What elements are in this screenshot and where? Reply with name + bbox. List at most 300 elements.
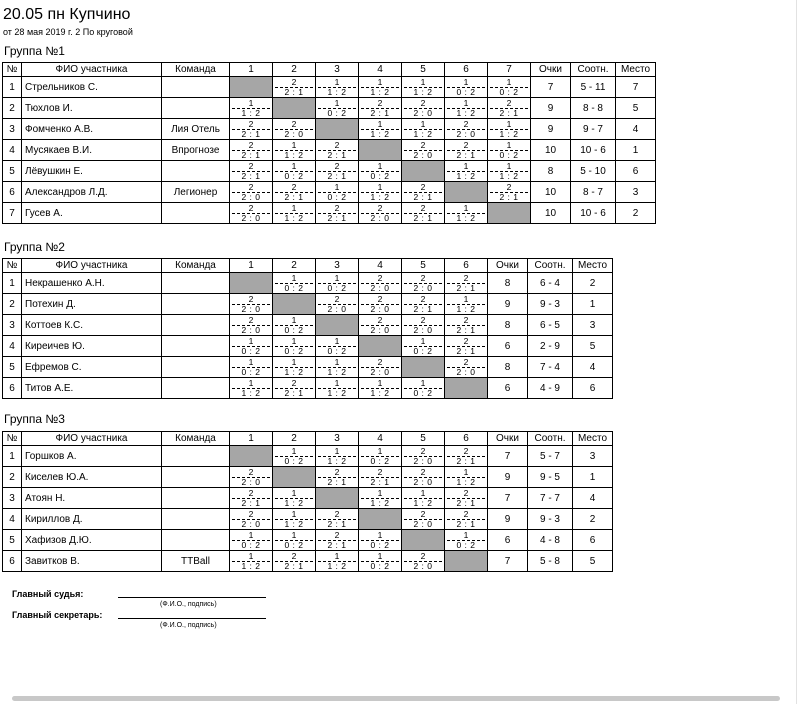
match-set-score: 2 : 1: [447, 150, 485, 160]
participant-ratio: 7 - 4: [528, 357, 573, 378]
participant-number: 2: [3, 98, 22, 119]
participant-points: 6: [488, 530, 528, 551]
match-score: [359, 273, 401, 293]
match-points: 1: [420, 77, 426, 87]
col-header-opponent: 7: [488, 63, 531, 77]
table-row: [3, 77, 656, 98]
match-set-score: 2 : 1: [232, 129, 270, 139]
match-result-cell: [230, 551, 273, 572]
match-set-score: 1 : 2: [318, 561, 356, 571]
match-points: 1: [291, 530, 297, 540]
match-score: [359, 98, 401, 118]
match-score: [230, 140, 272, 160]
match-points: 1: [291, 488, 297, 498]
col-header-num: №: [3, 259, 22, 273]
match-set-score: 0 : 2: [318, 192, 356, 202]
participant-place: 2: [573, 509, 613, 530]
match-points: 2: [334, 294, 340, 304]
match-points: 1: [377, 378, 383, 388]
match-set-score: 2 : 1: [361, 477, 399, 487]
match-set-score: 2 : 1: [490, 192, 528, 202]
match-set-score: 2 : 1: [447, 456, 485, 466]
table-row: [3, 315, 613, 336]
match-set-score: 2 : 1: [318, 519, 356, 529]
participant-number: 1: [3, 77, 22, 98]
match-result-cell: [488, 77, 531, 98]
match-result-cell: [230, 357, 273, 378]
match-score: [402, 336, 444, 356]
horizontal-scrollbar[interactable]: [12, 696, 780, 701]
self-match-cell: [273, 467, 316, 488]
match-set-score: 2 : 1: [275, 388, 313, 398]
match-result-cell: [402, 315, 445, 336]
match-score: [445, 119, 487, 139]
match-score: [316, 98, 358, 118]
match-score: [402, 182, 444, 202]
participant-team: [162, 315, 230, 336]
chief-secretary-label: Главный секретарь:: [12, 610, 103, 620]
col-header-name: ФИО участника: [22, 63, 162, 77]
match-set-score: 0 : 2: [318, 346, 356, 356]
match-result-cell: [273, 378, 316, 399]
participant-ratio: 10 - 6: [571, 140, 616, 161]
col-header-opponent: 3: [316, 259, 359, 273]
match-points: 1: [377, 119, 383, 129]
col-header-place: Место: [573, 259, 613, 273]
match-result-cell: [273, 446, 316, 467]
match-score: [316, 467, 358, 487]
match-result-cell: [316, 467, 359, 488]
match-score: [230, 315, 272, 335]
match-set-score: 2 : 1: [361, 108, 399, 118]
self-match-cell: [273, 98, 316, 119]
participant-place: 4: [573, 357, 613, 378]
match-score: [316, 446, 358, 466]
match-points: 2: [463, 336, 469, 346]
match-result-cell: [316, 551, 359, 572]
page-title: 20.05 пн Купчино: [3, 6, 131, 23]
participant-points: 7: [488, 446, 528, 467]
table-row: [3, 467, 613, 488]
match-set-score: 2 : 0: [232, 519, 270, 529]
match-set-score: 2 : 1: [447, 325, 485, 335]
participant-team: [162, 77, 230, 98]
match-result-cell: [359, 119, 402, 140]
col-header-opponent: 5: [402, 432, 445, 446]
match-result-cell: [230, 336, 273, 357]
match-score: [230, 378, 272, 398]
match-result-cell: [316, 203, 359, 224]
self-match-cell: [230, 446, 273, 467]
match-score: [316, 378, 358, 398]
match-set-score: 1 : 2: [361, 498, 399, 508]
participant-ratio: 6 - 5: [528, 315, 573, 336]
match-points: 2: [334, 140, 340, 150]
match-score: [402, 467, 444, 487]
participant-team: [162, 98, 230, 119]
match-score: [273, 378, 315, 398]
match-points: 1: [334, 77, 340, 87]
match-set-score: 2 : 1: [232, 171, 270, 181]
match-points: 2: [463, 446, 469, 456]
match-score: [230, 161, 272, 181]
match-set-score: 0 : 2: [361, 561, 399, 571]
match-points: 1: [334, 378, 340, 388]
match-points: 2: [463, 273, 469, 283]
match-points: 2: [248, 315, 254, 325]
participant-team: [162, 161, 230, 182]
participant-ratio: 4 - 8: [528, 530, 573, 551]
match-points: 1: [334, 182, 340, 192]
participant-team: [162, 509, 230, 530]
match-points: 1: [506, 161, 512, 171]
match-score: [445, 336, 487, 356]
match-set-score: 2 : 1: [447, 498, 485, 508]
chief-judge-label: Главный судья:: [12, 589, 84, 599]
self-match-cell: [488, 203, 531, 224]
match-points: 2: [463, 509, 469, 519]
match-score: [359, 182, 401, 202]
match-set-score: 1 : 2: [404, 87, 442, 97]
group-3-title: Группа №3: [4, 412, 65, 426]
match-points: 2: [248, 203, 254, 213]
self-match-cell: [316, 315, 359, 336]
match-result-cell: [445, 509, 488, 530]
match-score: [230, 357, 272, 377]
participant-ratio: 9 - 3: [528, 509, 573, 530]
participant-place: 2: [616, 203, 656, 224]
match-result-cell: [359, 467, 402, 488]
match-set-score: 2 : 0: [404, 477, 442, 487]
match-score: [316, 77, 358, 97]
match-score: [359, 119, 401, 139]
col-header-ratio: Соотн.: [528, 259, 573, 273]
table-row: [3, 203, 656, 224]
match-points: 1: [248, 357, 254, 367]
participant-ratio: 8 - 7: [571, 182, 616, 203]
match-set-score: 1 : 2: [447, 213, 485, 223]
match-result-cell: [273, 551, 316, 572]
match-result-cell: [359, 161, 402, 182]
match-set-score: 1 : 2: [232, 108, 270, 118]
match-score: [488, 161, 530, 181]
match-points: 1: [291, 446, 297, 456]
match-set-score: 2 : 1: [404, 213, 442, 223]
self-match-cell: [316, 119, 359, 140]
chief-secretary-signature-line: [118, 618, 266, 619]
participant-team: [162, 467, 230, 488]
match-points: 2: [420, 182, 426, 192]
match-score: [273, 509, 315, 529]
match-set-score: 2 : 0: [404, 283, 442, 293]
match-score: [402, 551, 444, 571]
match-set-score: 2 : 0: [447, 129, 485, 139]
match-score: [316, 530, 358, 550]
participant-place: 6: [616, 161, 656, 182]
match-result-cell: [273, 203, 316, 224]
col-header-place: Место: [573, 432, 613, 446]
match-score: [402, 509, 444, 529]
participant-points: 9: [488, 294, 528, 315]
participant-place: 1: [616, 140, 656, 161]
match-result-cell: [402, 119, 445, 140]
participant-points: 7: [531, 77, 571, 98]
match-points: 2: [248, 140, 254, 150]
participant-number: 5: [3, 357, 22, 378]
match-score: [445, 294, 487, 314]
match-result-cell: [445, 446, 488, 467]
match-result-cell: [488, 119, 531, 140]
match-score: [488, 98, 530, 118]
col-header-opponent: 5: [402, 63, 445, 77]
match-score: [316, 551, 358, 571]
match-points: 1: [377, 488, 383, 498]
participant-name: Коттоев К.С.: [22, 315, 162, 336]
match-set-score: 0 : 2: [361, 171, 399, 181]
match-set-score: 2 : 1: [447, 519, 485, 529]
match-set-score: 2 : 0: [361, 304, 399, 314]
match-score: [488, 182, 530, 202]
col-header-opponent: 5: [402, 259, 445, 273]
match-points: 1: [334, 336, 340, 346]
match-score: [445, 140, 487, 160]
participant-number: 3: [3, 119, 22, 140]
match-set-score: 2 : 0: [361, 367, 399, 377]
col-header-name: ФИО участника: [22, 432, 162, 446]
participant-points: 10: [531, 203, 571, 224]
match-result-cell: [273, 273, 316, 294]
table-row: [3, 488, 613, 509]
match-set-score: 0 : 2: [275, 456, 313, 466]
match-set-score: 0 : 2: [361, 540, 399, 550]
match-points: 2: [377, 273, 383, 283]
match-points: 2: [463, 140, 469, 150]
table-row: [3, 161, 656, 182]
match-score: [316, 294, 358, 314]
col-header-opponent: 3: [316, 63, 359, 77]
participant-team: [162, 488, 230, 509]
match-result-cell: [488, 182, 531, 203]
col-header-points: Очки: [488, 259, 528, 273]
match-set-score: 0 : 2: [275, 171, 313, 181]
match-points: 2: [420, 467, 426, 477]
group-2-table: [2, 258, 613, 399]
participant-name: Гусев А.: [22, 203, 162, 224]
match-points: 2: [248, 161, 254, 171]
col-header-team: Команда: [162, 63, 230, 77]
match-score: [230, 467, 272, 487]
match-set-score: 1 : 2: [361, 388, 399, 398]
match-score: [273, 315, 315, 335]
match-score: [273, 161, 315, 181]
match-result-cell: [316, 509, 359, 530]
match-set-score: 1 : 2: [490, 129, 528, 139]
participant-team: [162, 357, 230, 378]
match-score: [316, 161, 358, 181]
match-score: [273, 446, 315, 466]
match-result-cell: [316, 294, 359, 315]
match-result-cell: [230, 161, 273, 182]
match-result-cell: [402, 551, 445, 572]
match-result-cell: [402, 378, 445, 399]
match-score: [359, 488, 401, 508]
match-points: 1: [248, 551, 254, 561]
participant-ratio: 5 - 10: [571, 161, 616, 182]
match-result-cell: [273, 488, 316, 509]
col-header-opponent: 4: [359, 259, 402, 273]
match-points: 1: [291, 357, 297, 367]
match-points: 1: [420, 378, 426, 388]
participant-team: [162, 378, 230, 399]
match-points: 1: [463, 98, 469, 108]
self-match-cell: [445, 551, 488, 572]
participant-team: [162, 294, 230, 315]
col-header-ratio: Соотн.: [528, 432, 573, 446]
match-points: 1: [377, 182, 383, 192]
participant-number: 6: [3, 182, 22, 203]
chief-judge-caption: (Ф.И.О., подпись): [160, 601, 217, 608]
participant-number: 5: [3, 530, 22, 551]
col-header-num: №: [3, 63, 22, 77]
match-set-score: 1 : 2: [318, 367, 356, 377]
match-score: [402, 203, 444, 223]
match-score: [316, 182, 358, 202]
match-result-cell: [359, 182, 402, 203]
match-result-cell: [316, 140, 359, 161]
vertical-scrollbar-track[interactable]: [796, 0, 797, 704]
self-match-cell: [359, 140, 402, 161]
participant-points: 8: [488, 315, 528, 336]
match-set-score: 0 : 2: [275, 346, 313, 356]
match-points: 1: [248, 98, 254, 108]
participant-points: 9: [531, 119, 571, 140]
match-score: [316, 203, 358, 223]
match-score: [273, 119, 315, 139]
match-result-cell: [316, 357, 359, 378]
participant-points: 7: [488, 551, 528, 572]
match-result-cell: [488, 98, 531, 119]
participant-place: 5: [573, 551, 613, 572]
match-set-score: 2 : 1: [318, 171, 356, 181]
group-1-title: Группа №1: [4, 44, 65, 58]
match-result-cell: [445, 357, 488, 378]
col-header-opponent: 1: [230, 63, 273, 77]
match-points: 1: [377, 530, 383, 540]
match-score: [273, 357, 315, 377]
match-points: 1: [506, 119, 512, 129]
match-score: [402, 77, 444, 97]
match-points: 2: [377, 315, 383, 325]
participant-points: 9: [488, 509, 528, 530]
page-subtitle: от 28 мая 2019 г. 2 По круговой: [3, 27, 133, 37]
match-points: 1: [248, 378, 254, 388]
chief-secretary-caption: (Ф.И.О., подпись): [160, 622, 217, 629]
match-set-score: 1 : 2: [404, 129, 442, 139]
match-set-score: 1 : 2: [490, 171, 528, 181]
match-points: 2: [291, 77, 297, 87]
match-points: 2: [420, 551, 426, 561]
match-set-score: 2 : 1: [447, 346, 485, 356]
match-result-cell: [359, 446, 402, 467]
col-header-opponent: 6: [445, 63, 488, 77]
match-set-score: 0 : 2: [275, 540, 313, 550]
match-points: 1: [248, 530, 254, 540]
match-points: 1: [334, 98, 340, 108]
self-match-cell: [402, 161, 445, 182]
group-1-table: [2, 62, 656, 224]
match-score: [445, 509, 487, 529]
match-result-cell: [445, 273, 488, 294]
participant-place: 5: [573, 336, 613, 357]
match-points: 2: [248, 488, 254, 498]
match-result-cell: [445, 119, 488, 140]
header-row: [3, 63, 656, 77]
match-result-cell: [402, 467, 445, 488]
match-points: 1: [291, 140, 297, 150]
match-set-score: 1 : 2: [447, 171, 485, 181]
participant-ratio: 2 - 9: [528, 336, 573, 357]
match-score: [359, 467, 401, 487]
match-result-cell: [230, 98, 273, 119]
participant-name: Мусякаев В.И.: [22, 140, 162, 161]
match-result-cell: [273, 161, 316, 182]
participant-name: Титов А.Е.: [22, 378, 162, 399]
participant-number: 2: [3, 467, 22, 488]
match-points: 1: [463, 467, 469, 477]
participant-name: Атоян Н.: [22, 488, 162, 509]
match-set-score: 1 : 2: [275, 498, 313, 508]
match-points: 2: [248, 119, 254, 129]
match-result-cell: [273, 119, 316, 140]
match-result-cell: [230, 140, 273, 161]
match-set-score: 2 : 0: [232, 213, 270, 223]
match-set-score: 2 : 1: [404, 192, 442, 202]
table-row: [3, 140, 656, 161]
participant-place: 2: [573, 273, 613, 294]
table-row: [3, 530, 613, 551]
match-points: 2: [463, 315, 469, 325]
match-result-cell: [359, 203, 402, 224]
participant-team: [162, 446, 230, 467]
match-score: [402, 119, 444, 139]
match-score: [273, 77, 315, 97]
match-points: 1: [420, 336, 426, 346]
col-header-place: Место: [616, 63, 656, 77]
match-set-score: 0 : 2: [490, 150, 528, 160]
table-row: [3, 446, 613, 467]
match-score: [445, 77, 487, 97]
participant-ratio: 9 - 5: [528, 467, 573, 488]
match-points: 2: [420, 315, 426, 325]
match-result-cell: [316, 182, 359, 203]
table-row: [3, 378, 613, 399]
match-score: [273, 488, 315, 508]
col-header-opponent: 4: [359, 63, 402, 77]
match-points: 1: [377, 77, 383, 87]
match-score: [230, 119, 272, 139]
header-row: [3, 432, 613, 446]
match-points: 2: [291, 551, 297, 561]
match-score: [273, 530, 315, 550]
match-result-cell: [316, 273, 359, 294]
match-set-score: 0 : 2: [447, 87, 485, 97]
match-points: 1: [377, 161, 383, 171]
match-result-cell: [230, 467, 273, 488]
match-set-score: 2 : 0: [232, 192, 270, 202]
match-score: [445, 315, 487, 335]
participant-number: 2: [3, 294, 22, 315]
match-points: 2: [506, 98, 512, 108]
